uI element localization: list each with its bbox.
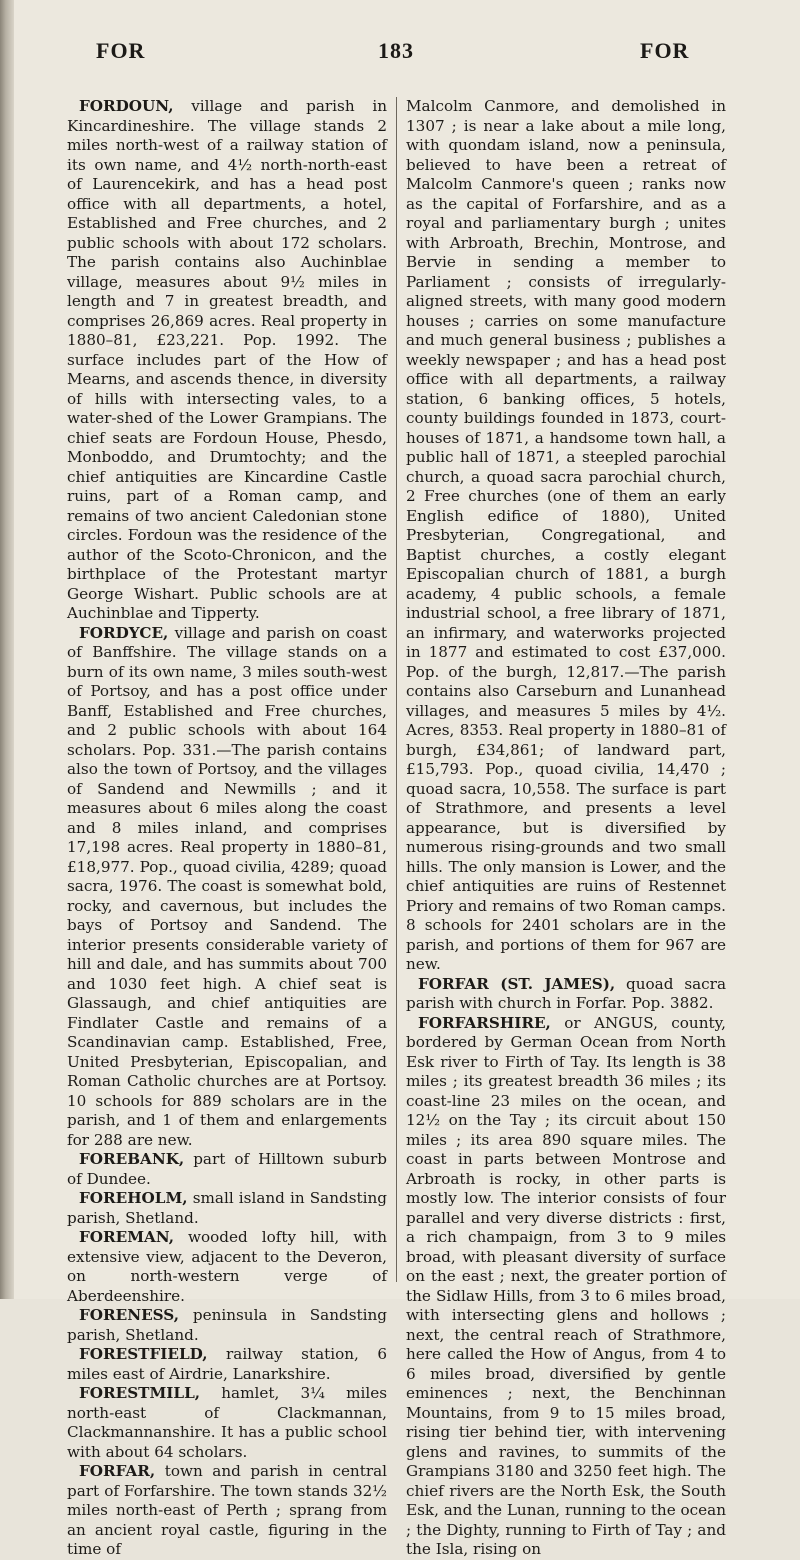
entry-headword: FORFARSHIRE, <box>418 1013 551 1032</box>
entry-headword: FORDYCE, <box>79 623 169 642</box>
entry-headword: FOREHOLM, <box>79 1189 188 1207</box>
entry-headword: FORESTMILL, <box>79 1384 201 1402</box>
gazetteer-entry <box>67 1345 387 1384</box>
running-head-right: FOR <box>640 38 690 63</box>
left-column <box>67 97 387 1560</box>
entry-headword: FORESTFIELD, <box>79 1345 208 1363</box>
entry-text: village and parish on coast of Banffshire. The village stands on a burn of its own name, 3 miles south-west of Portsoy, and has a post office under Banff, Established and Free churches, and 2 public schools with about 164 scholars. Pop. 331.—The parish contains also the town of Portsoy, and the villages of Sandend and Newmills ; and it measures about 6 miles along the coast and 8 miles inland, and comprises 17,198 acres. Real property in 1880–81, £18,977. Pop., quoad civilia, 4289; quoad sacra, 1976. The coast is somewhat bold, rocky, and cavernous, but includes the bays of Portsoy and Sandend. The interior presents considerable variety of hill and dale, and has summits about 700 and 1030 feet high. A chief seat is Glassaugh, and chief antiquities are Findlater Castle and remains of a Scandinavian camp. Established, Free, United Presbyterian, Episcopalian, and Roman Catholic churches are at Portsoy. 10 schools for 889 scholars are in the parish, and 1 of them and enlargements for 288 are new. <box>67 623 387 1149</box>
entry-text: small island in Sandsting parish, Shetland. <box>67 1189 387 1227</box>
entry-text: wooded lofty hill, with extensive view, adjacent to the Deveron, on north-western verge of Aberdeenshire. <box>67 1228 387 1305</box>
column-divider <box>396 97 397 1282</box>
entry-headword: FORDOUN, <box>79 97 174 115</box>
entry-headword: FORFAR, <box>79 1462 156 1480</box>
right-column <box>406 97 726 1560</box>
entry-headword: FORENESS, <box>79 1306 180 1324</box>
page-binding-edge <box>0 0 14 1299</box>
gazetteer-entry <box>67 1462 387 1560</box>
gazetteer-entry <box>406 1014 726 1560</box>
entry-text: hamlet, 3¼ miles north-east of Clackmannan, Clackmannanshire. It has a public school with about 64 scholars. <box>67 1384 387 1461</box>
entry-text: village and parish in Kincardineshire. The village stands 2 miles north-west of a railway station of its own name, and 4½ north-north-east of Laurencekirk, and has a head post office with all departments, a hotel, Established and Free churches, and 2 public schools with about 172 scholars. The parish contains also Auchinblae village, measures about 9½ miles in length and 7 in greatest breadth, and comprises 26,869 acres. Real property in 1880–81, £23,221. Pop. 1992. The surface includes part of the How of Mearns, and ascends thence, in diversity of hills with intersecting vales, to a water-shed of the Lower Grampians. The chief seats are Fordoun House, Phesdo, Monboddo, and Drumtochty; and the chief antiquities are Kincardine Castle ruins, part of a Roman camp, and remains of two ancient Caledonian stone circles. Fordoun was the residence of the author of the Scoto-Chronicon, and the birthplace of the Protestant martyr George Wishart. Public schools are at Auchinblae and Tipperty. <box>67 97 387 622</box>
gazetteer-entry <box>67 1228 387 1306</box>
entry-headword: FOREMAN, <box>79 1228 175 1246</box>
entry-text: peninsula in Sandsting parish, Shetland. <box>67 1306 387 1344</box>
gazetteer-entry <box>67 1150 387 1189</box>
gazetteer-entry <box>67 1306 387 1345</box>
entry-headword: FOREBANK, <box>79 1150 185 1168</box>
running-head-left: FOR <box>96 38 146 63</box>
gazetteer-entry <box>67 97 387 624</box>
gazetteer-entry <box>406 975 726 1014</box>
entry-text: Malcolm Canmore, and demolished in 1307 ; is near a lake about a mile long, with quondam island, now a peninsula, believed to have been a retreat of Malcolm Canmore's queen ; ranks now as the capital of Forfarshire, and as a royal and parliamentary burgh ; unites with Arbroath, Brechin, Montrose, and Bervie in sending a member to Parliament ; consists of irregularly-aligned streets, with many good modern houses ; carries on some manufacture and much general business ; publishes a weekly newspaper ; and has a head post office with all departments, a railway station, 6 banking offices, 5 hotels, county buildings founded in 1873, court-houses of 1871, a handsome town hall, a public hall of 1871, a steepled parochial church, a quoad sacra parochial church, 2 Free churches (one of them an early English edifice of 1880), United Presbyterian, Congregational, and Baptist churches, a costly elegant Episcopalian church of 1881, a burgh academy, 4 public schools, a female industrial school, a free library of 1871, an infirmary, and waterworks projected in 1877 and estimated to cost £37,000. Pop. of the burgh, 12,817.—The parish contains also Carseburn and Lunanhead villages, and measures 5 miles by 4½. Acres, 8353. Real property in 1880–81 of burgh, £34,861; of landward part, £15,793. Pop., quoad civilia, 14,470 ; quoad sacra, 10,558. The surface is part of Strathmore, and presents a level appearance, but is diversified by numerous rising-grounds and two small hills. The only mansion is Lower, and the chief antiquities are ruins of Restennet Priory and remains of two Roman camps. 8 schools for 2401 scholars are in the parish, and portions of them for 967 are new. <box>406 97 726 973</box>
running-head <box>0 38 800 68</box>
page-number: 183 <box>378 38 414 63</box>
entry-text: town and parish in central part of Forfarshire. The town stands 32½ miles north-east of Perth ; sprang from an ancient royal castle, figuring in the time of <box>67 1462 387 1558</box>
entry-text: railway station, 6 miles east of Airdrie, Lanarkshire. <box>67 1345 387 1383</box>
entry-text: part of Hilltown suburb of Dundee. <box>67 1150 387 1188</box>
gazetteer-entry <box>67 1384 387 1462</box>
entry-text: quoad sacra parish with church in Forfar. Pop. 3882. <box>406 974 726 1012</box>
gazetteer-entry <box>67 1189 387 1228</box>
entry-headword: FORFAR (ST. JAMES), <box>418 974 616 993</box>
gazetteer-entry <box>406 97 726 975</box>
entry-text: or ANGUS, county, bordered by German Ocean from North Esk river to Firth of Tay. Its length is 38 miles ; its greatest breadth 36 miles ; its coast-line 23 miles on the ocean, and 12½ on the Tay ; its circuit about 150 miles ; its area 890 square miles. The coast in parts between Montrose and Arbroath is rocky, in other parts is mostly low. The interior consists of four parallel and very diverse districts : first, a rich champaign, from 3 to 9 miles broad, with pleasant diversity of surface on the east ; next, the greater portion of the Sidlaw Hills, from 3 to 6 miles broad, with intersecting glens and hollows ; next, the central reach of Strathmore, here called the How of Angus, from 4 to 6 miles broad, diversified by gentle eminences ; next, the Benchinnan Mountains, from 9 to 15 miles broad, rising tier behind tier, with intervening glens and ravines, to summits of the Grampians 3180 and 3250 feet high. The chief rivers are the North Esk, the South Esk, and the Lunan, running to the ocean ; the Dighty, running to Firth of Tay ; and the Isla, rising on <box>406 1013 727 1558</box>
gazetteer-entry <box>67 624 387 1151</box>
